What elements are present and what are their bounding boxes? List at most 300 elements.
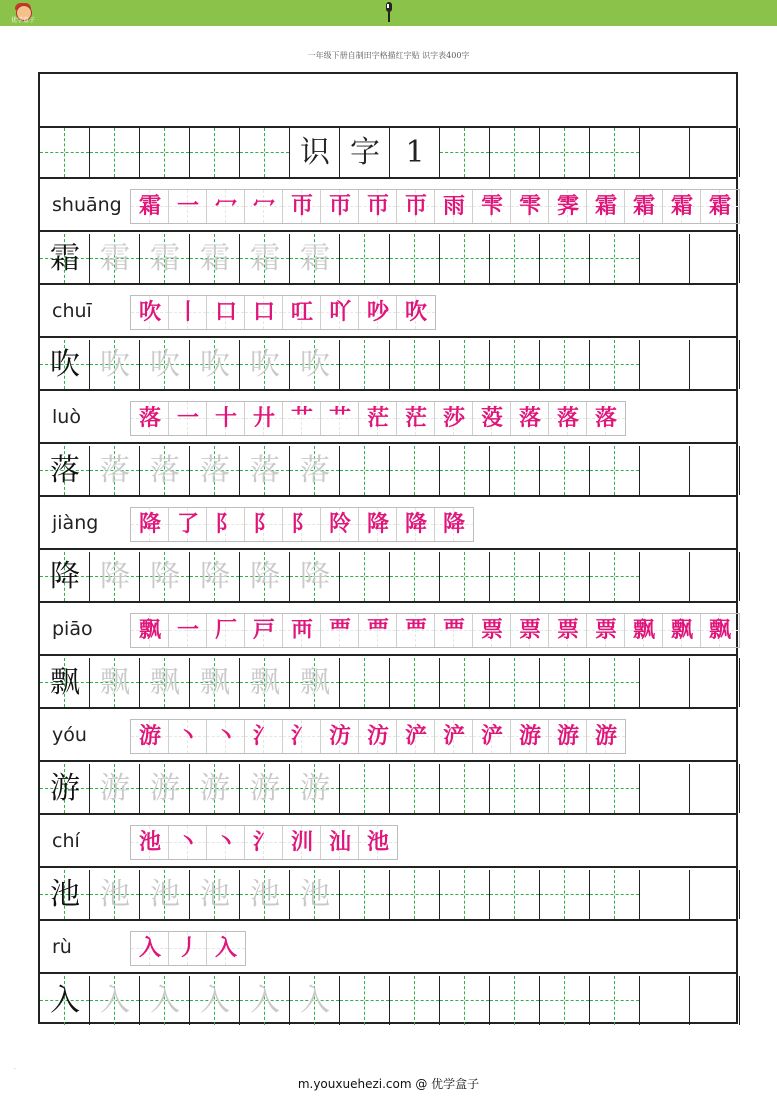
- stroke-step: [169, 932, 207, 965]
- stroke-glyph: 冖: [252, 193, 275, 219]
- trace-character: 游: [300, 771, 330, 806]
- stroke-glyph: 雫: [480, 193, 503, 219]
- trace-character: 游: [150, 771, 180, 806]
- tianzige-cell: [40, 128, 90, 177]
- stroke-step: [321, 826, 359, 859]
- trace-character: 落: [200, 453, 230, 488]
- lesson-title-row: [40, 128, 736, 179]
- stroke-step: [359, 190, 397, 223]
- trace-character: 降: [250, 559, 280, 594]
- tianzige-cell: [540, 552, 590, 601]
- tianzige-cell: [290, 552, 340, 601]
- stroke-step: [207, 296, 245, 329]
- grid-cells: [40, 552, 740, 601]
- stroke-glyph: 襾: [290, 617, 313, 643]
- stroke-glyph: 游: [138, 723, 161, 749]
- stroke-step: [587, 720, 625, 753]
- stroke-step: [245, 402, 283, 435]
- tianzige-cell: [240, 764, 290, 813]
- tianzige-cell: [440, 128, 490, 177]
- stroke-step: [321, 508, 359, 541]
- tianzige-cell: [690, 446, 740, 495]
- stroke-glyph: 阝: [252, 511, 275, 537]
- pinyin-label: chuī: [52, 300, 92, 322]
- stroke-glyph: 冖: [214, 193, 237, 219]
- stroke-glyph: 游: [556, 723, 579, 749]
- stroke-glyph: 吵: [366, 299, 389, 325]
- tianzige-cell: [640, 764, 690, 813]
- trace-character: 游: [200, 771, 230, 806]
- stroke-glyph: 口: [214, 299, 237, 325]
- trace-character: 飘: [200, 665, 230, 700]
- stroke-sequence: [130, 507, 474, 542]
- stroke-glyph: 霁: [556, 193, 579, 219]
- stroke-glyph: 飘: [670, 617, 693, 643]
- stroke-step: [207, 720, 245, 753]
- model-character: 飘: [50, 665, 80, 700]
- stroke-step: [207, 508, 245, 541]
- stroke-glyph: 雨: [442, 193, 465, 219]
- tianzige-cell: [40, 446, 90, 495]
- pinyin-label: luò: [52, 406, 81, 428]
- grid-cells: [40, 976, 740, 1025]
- stroke-order-row: [40, 181, 736, 232]
- tianzige-cell: [440, 870, 490, 919]
- stroke-glyph: 丨: [176, 299, 199, 325]
- stroke-glyph: 一: [176, 193, 199, 219]
- tianzige-cell: [540, 658, 590, 707]
- stroke-step: [131, 720, 169, 753]
- tianzige-cell: [190, 764, 240, 813]
- trace-character: 入: [100, 983, 130, 1018]
- tianzige-cell: [290, 976, 340, 1025]
- tianzige-cell: [140, 128, 190, 177]
- stroke-glyph: 浐: [442, 723, 465, 749]
- stroke-glyph: 吖: [328, 299, 351, 325]
- stroke-glyph: 一: [176, 405, 199, 431]
- stroke-step: [473, 614, 511, 647]
- tianzige-cell: [590, 658, 640, 707]
- stroke-step: [245, 826, 283, 859]
- stroke-glyph: 降: [138, 511, 161, 537]
- stroke-glyph: 覀: [404, 617, 427, 643]
- tianzige-cell: [690, 764, 740, 813]
- stroke-glyph: 降: [404, 511, 427, 537]
- stroke-glyph: 池: [138, 829, 161, 855]
- tianzige-cell: [140, 870, 190, 919]
- stroke-glyph: 茫: [366, 405, 389, 431]
- stroke-glyph: 莎: [442, 405, 465, 431]
- stroke-step: [283, 296, 321, 329]
- pinyin-label: shuāng: [52, 194, 122, 216]
- tianzige-cell: [90, 234, 140, 283]
- grid-cells: [40, 764, 740, 813]
- stroke-glyph: 汌: [290, 829, 313, 855]
- stroke-glyph: 霜: [708, 193, 731, 219]
- tianzige-cell: [440, 552, 490, 601]
- stroke-order-row: [40, 287, 736, 338]
- stroke-glyph: 票: [556, 617, 579, 643]
- stroke-sequence: [130, 931, 246, 966]
- tianzige-cell: [240, 658, 290, 707]
- stroke-glyph: 降: [442, 511, 465, 537]
- tianzige-cell: [540, 234, 590, 283]
- trace-character: 池: [150, 877, 180, 912]
- tianzige-cell: [590, 128, 640, 177]
- tianzige-cell: [90, 552, 140, 601]
- stroke-glyph: 覀: [442, 617, 465, 643]
- stroke-step: [207, 614, 245, 647]
- logo-text: 优学盒子: [10, 17, 35, 24]
- tianzige-cell: [140, 658, 190, 707]
- tianzige-cell: [690, 976, 740, 1025]
- tianzige-cell: [340, 976, 390, 1025]
- practice-row: [40, 446, 736, 497]
- stroke-step: [169, 508, 207, 541]
- tianzige-cell: [640, 446, 690, 495]
- tianzige-cell: [340, 234, 390, 283]
- tianzige-cell: [490, 552, 540, 601]
- tianzige-cell: [540, 870, 590, 919]
- practice-row: [40, 870, 736, 921]
- stroke-glyph: 吹: [404, 299, 427, 325]
- tianzige-cell: [190, 128, 240, 177]
- tianzige-cell: [440, 658, 490, 707]
- lesson-title-char: 字: [350, 135, 380, 170]
- tianzige-cell: [90, 446, 140, 495]
- stroke-step: [283, 190, 321, 223]
- lesson-title-char: 识: [300, 135, 330, 170]
- stroke-step: [473, 720, 511, 753]
- stroke-glyph: 雫: [518, 193, 541, 219]
- stroke-step: [321, 720, 359, 753]
- trace-character: 入: [150, 983, 180, 1018]
- trace-character: 降: [100, 559, 130, 594]
- tianzige-cell: [40, 552, 90, 601]
- trace-character: 吹: [300, 347, 330, 382]
- stroke-step: [435, 402, 473, 435]
- stroke-glyph: 覀: [366, 617, 389, 643]
- tianzige-cell: [640, 870, 690, 919]
- tianzige-cell: [590, 870, 640, 919]
- stroke-step: [131, 296, 169, 329]
- stroke-glyph: 丶: [176, 829, 199, 855]
- trace-character: 降: [200, 559, 230, 594]
- stroke-glyph: 落: [518, 405, 541, 431]
- stroke-step: [359, 296, 397, 329]
- stroke-glyph: 池: [366, 829, 389, 855]
- tianzige-cell: [390, 764, 440, 813]
- tianzige-cell: [240, 340, 290, 389]
- practice-row: [40, 552, 736, 603]
- stroke-step: [549, 402, 587, 435]
- stroke-glyph: 丶: [176, 723, 199, 749]
- stroke-step: [587, 614, 625, 647]
- tianzige-cell: [390, 976, 440, 1025]
- stroke-step: [435, 190, 473, 223]
- tianzige-cell: [90, 764, 140, 813]
- stroke-step: [511, 720, 549, 753]
- tianzige-cell: [340, 658, 390, 707]
- tianzige-cell: [440, 976, 490, 1025]
- stroke-step: [169, 190, 207, 223]
- stroke-step: [321, 190, 359, 223]
- stroke-glyph: 入: [214, 935, 237, 961]
- trace-character: 入: [250, 983, 280, 1018]
- tianzige-cell: [140, 552, 190, 601]
- tianzige-cell: [290, 446, 340, 495]
- tianzige-cell: [690, 658, 740, 707]
- stroke-order-row: [40, 393, 736, 444]
- stroke-glyph: 帀: [328, 193, 351, 219]
- stroke-step: [549, 190, 587, 223]
- stroke-glyph: 十: [214, 405, 237, 431]
- stroke-step: [397, 614, 435, 647]
- tianzige-cell: [90, 870, 140, 919]
- grid-cells: [40, 128, 740, 177]
- trace-character: 吹: [200, 347, 230, 382]
- stroke-step: [511, 402, 549, 435]
- stroke-glyph: 霜: [670, 193, 693, 219]
- grid-cells: [40, 234, 740, 283]
- pinyin-label: piāo: [52, 618, 93, 640]
- stroke-glyph: 浐: [404, 723, 427, 749]
- stroke-step: [283, 508, 321, 541]
- tianzige-cell: [390, 870, 440, 919]
- stroke-step: [169, 720, 207, 753]
- stroke-step: [359, 826, 397, 859]
- trace-character: 落: [300, 453, 330, 488]
- stroke-step: [397, 508, 435, 541]
- tianzige-cell: [390, 234, 440, 283]
- stroke-glyph: 丶: [214, 723, 237, 749]
- tianzige-cell: [190, 234, 240, 283]
- model-character: 落: [50, 453, 80, 488]
- tianzige-cell: [690, 552, 740, 601]
- top-banner: [0, 0, 777, 26]
- tianzige-cell: [340, 340, 390, 389]
- pinyin-label: chí: [52, 830, 80, 852]
- stroke-glyph: 游: [518, 723, 541, 749]
- tianzige-cell: [90, 128, 140, 177]
- stroke-glyph: 帀: [366, 193, 389, 219]
- stroke-step: [169, 826, 207, 859]
- trace-character: 入: [300, 983, 330, 1018]
- tianzige-cell: [290, 340, 340, 389]
- tianzige-cell: [590, 976, 640, 1025]
- stroke-glyph: 厂: [214, 617, 237, 643]
- tianzige-cell: [40, 340, 90, 389]
- tianzige-cell: [540, 976, 590, 1025]
- tianzige-cell: [340, 764, 390, 813]
- tianzige-cell: [240, 976, 290, 1025]
- tianzige-cell: [640, 234, 690, 283]
- model-character: 霜: [50, 241, 80, 276]
- tianzige-cell: [490, 446, 540, 495]
- stroke-step: [359, 508, 397, 541]
- tianzige-cell: [440, 764, 490, 813]
- tianzige-cell: [40, 658, 90, 707]
- tianzige-cell: [340, 446, 390, 495]
- tianzige-cell: [390, 128, 440, 177]
- stroke-step: [245, 508, 283, 541]
- stroke-step: [359, 402, 397, 435]
- pushpin-highlight: [387, 4, 389, 8]
- tianzige-cell: [40, 870, 90, 919]
- stroke-glyph: 落: [556, 405, 579, 431]
- trace-character: 落: [100, 453, 130, 488]
- stroke-glyph: 覀: [328, 617, 351, 643]
- stroke-step: [511, 190, 549, 223]
- tianzige-cell: [140, 976, 190, 1025]
- stroke-glyph: 霜: [632, 193, 655, 219]
- stroke-step: [435, 720, 473, 753]
- stroke-step: [397, 296, 435, 329]
- stroke-step: [549, 614, 587, 647]
- stroke-glyph: 叿: [290, 299, 313, 325]
- stroke-step: [131, 932, 169, 965]
- model-character: 池: [50, 877, 80, 912]
- practice-row: [40, 658, 736, 709]
- trace-character: 游: [100, 771, 130, 806]
- tianzige-cell: [390, 658, 440, 707]
- trace-character: 吹: [150, 347, 180, 382]
- trace-character: 飘: [300, 665, 330, 700]
- stroke-step: [283, 402, 321, 435]
- stroke-step: [169, 402, 207, 435]
- tianzige-cell: [690, 870, 740, 919]
- model-character: 入: [50, 983, 80, 1018]
- trace-character: 飘: [150, 665, 180, 700]
- tianzige-cell: [590, 552, 640, 601]
- grid-cells: [40, 658, 740, 707]
- tianzige-cell: [40, 764, 90, 813]
- stroke-step: [245, 614, 283, 647]
- stroke-glyph: 了: [176, 511, 199, 537]
- tianzige-cell: [390, 446, 440, 495]
- tianzige-cell: [190, 658, 240, 707]
- blank-header-row: [40, 74, 736, 128]
- tianzige-cell: [290, 234, 340, 283]
- tianzige-cell: [190, 552, 240, 601]
- stroke-step: [473, 190, 511, 223]
- tianzige-cell: [190, 976, 240, 1025]
- stroke-glyph: 氵: [252, 829, 275, 855]
- tianzige-cell: [190, 446, 240, 495]
- lesson-title-char: 1: [405, 135, 425, 170]
- stroke-step: [397, 720, 435, 753]
- stroke-glyph: 飘: [138, 617, 161, 643]
- stroke-glyph: 茫: [404, 405, 427, 431]
- tianzige-cell: [440, 234, 490, 283]
- stroke-step: [397, 402, 435, 435]
- trace-character: 吹: [250, 347, 280, 382]
- tianzige-cell: [40, 976, 90, 1025]
- tianzige-cell: [690, 128, 740, 177]
- trace-character: 霜: [150, 241, 180, 276]
- tianzige-cell: [690, 340, 740, 389]
- stroke-glyph: 浐: [480, 723, 503, 749]
- stroke-order-row: [40, 923, 736, 974]
- stroke-glyph: 艹: [328, 405, 351, 431]
- stroke-sequence: [130, 719, 626, 754]
- stroke-sequence: [130, 189, 740, 224]
- stroke-step: [701, 190, 739, 223]
- stroke-glyph: 阝: [290, 511, 313, 537]
- tianzige-cell: [540, 128, 590, 177]
- tianzige-cell: [490, 764, 540, 813]
- stroke-step: [587, 402, 625, 435]
- tianzige-cell: [240, 128, 290, 177]
- stroke-step: [549, 720, 587, 753]
- tianzige-cell: [490, 976, 540, 1025]
- tianzige-cell: [340, 870, 390, 919]
- trace-character: 霜: [200, 241, 230, 276]
- tianzige-cell: [40, 234, 90, 283]
- tianzige-cell: [390, 340, 440, 389]
- tianzige-cell: [590, 234, 640, 283]
- stroke-glyph: 票: [518, 617, 541, 643]
- stroke-sequence: [130, 401, 626, 436]
- trace-character: 霜: [250, 241, 280, 276]
- stroke-step: [283, 720, 321, 753]
- stroke-glyph: 汸: [366, 723, 389, 749]
- pushpin-stem: [388, 12, 390, 22]
- tianzige-cell: [440, 340, 490, 389]
- tianzige-cell: [340, 128, 390, 177]
- trace-character: 落: [150, 453, 180, 488]
- tianzige-cell: [240, 446, 290, 495]
- tianzige-cell: [690, 234, 740, 283]
- tianzige-cell: [140, 446, 190, 495]
- stroke-glyph: 丿: [176, 935, 199, 961]
- tianzige-cell: [640, 976, 690, 1025]
- tianzige-cell: [640, 552, 690, 601]
- trace-character: 池: [100, 877, 130, 912]
- tianzige-cell: [490, 340, 540, 389]
- page-header: 一年级下册自制田字格描红字贴 识字表400字: [307, 51, 470, 60]
- stroke-glyph: 票: [480, 617, 503, 643]
- stroke-step: [169, 614, 207, 647]
- stroke-glyph: 吹: [138, 299, 161, 325]
- tianzige-cell: [240, 552, 290, 601]
- trace-character: 霜: [100, 241, 130, 276]
- stroke-glyph: 口: [252, 299, 275, 325]
- tianzige-cell: [140, 234, 190, 283]
- stroke-step: [397, 190, 435, 223]
- tianzige-cell: [190, 870, 240, 919]
- stroke-step: [245, 296, 283, 329]
- stroke-step: [207, 932, 245, 965]
- tianzige-cell: [540, 340, 590, 389]
- stroke-glyph: 廾: [252, 405, 275, 431]
- stroke-step: [321, 614, 359, 647]
- stroke-glyph: 戸: [252, 617, 275, 643]
- stroke-glyph: 降: [366, 511, 389, 537]
- stroke-step: [131, 190, 169, 223]
- model-character: 降: [50, 559, 80, 594]
- logo: [6, 3, 40, 23]
- footer-credit: m.youxuehezi.com @ 优学盒子: [297, 1077, 480, 1091]
- stroke-glyph: 落: [138, 405, 161, 431]
- tianzige-cell: [390, 552, 440, 601]
- practice-row: [40, 764, 736, 815]
- stroke-step: [435, 508, 473, 541]
- trace-character: 吹: [100, 347, 130, 382]
- grid-cells: [40, 340, 740, 389]
- trace-character: 池: [300, 877, 330, 912]
- stroke-step: [245, 720, 283, 753]
